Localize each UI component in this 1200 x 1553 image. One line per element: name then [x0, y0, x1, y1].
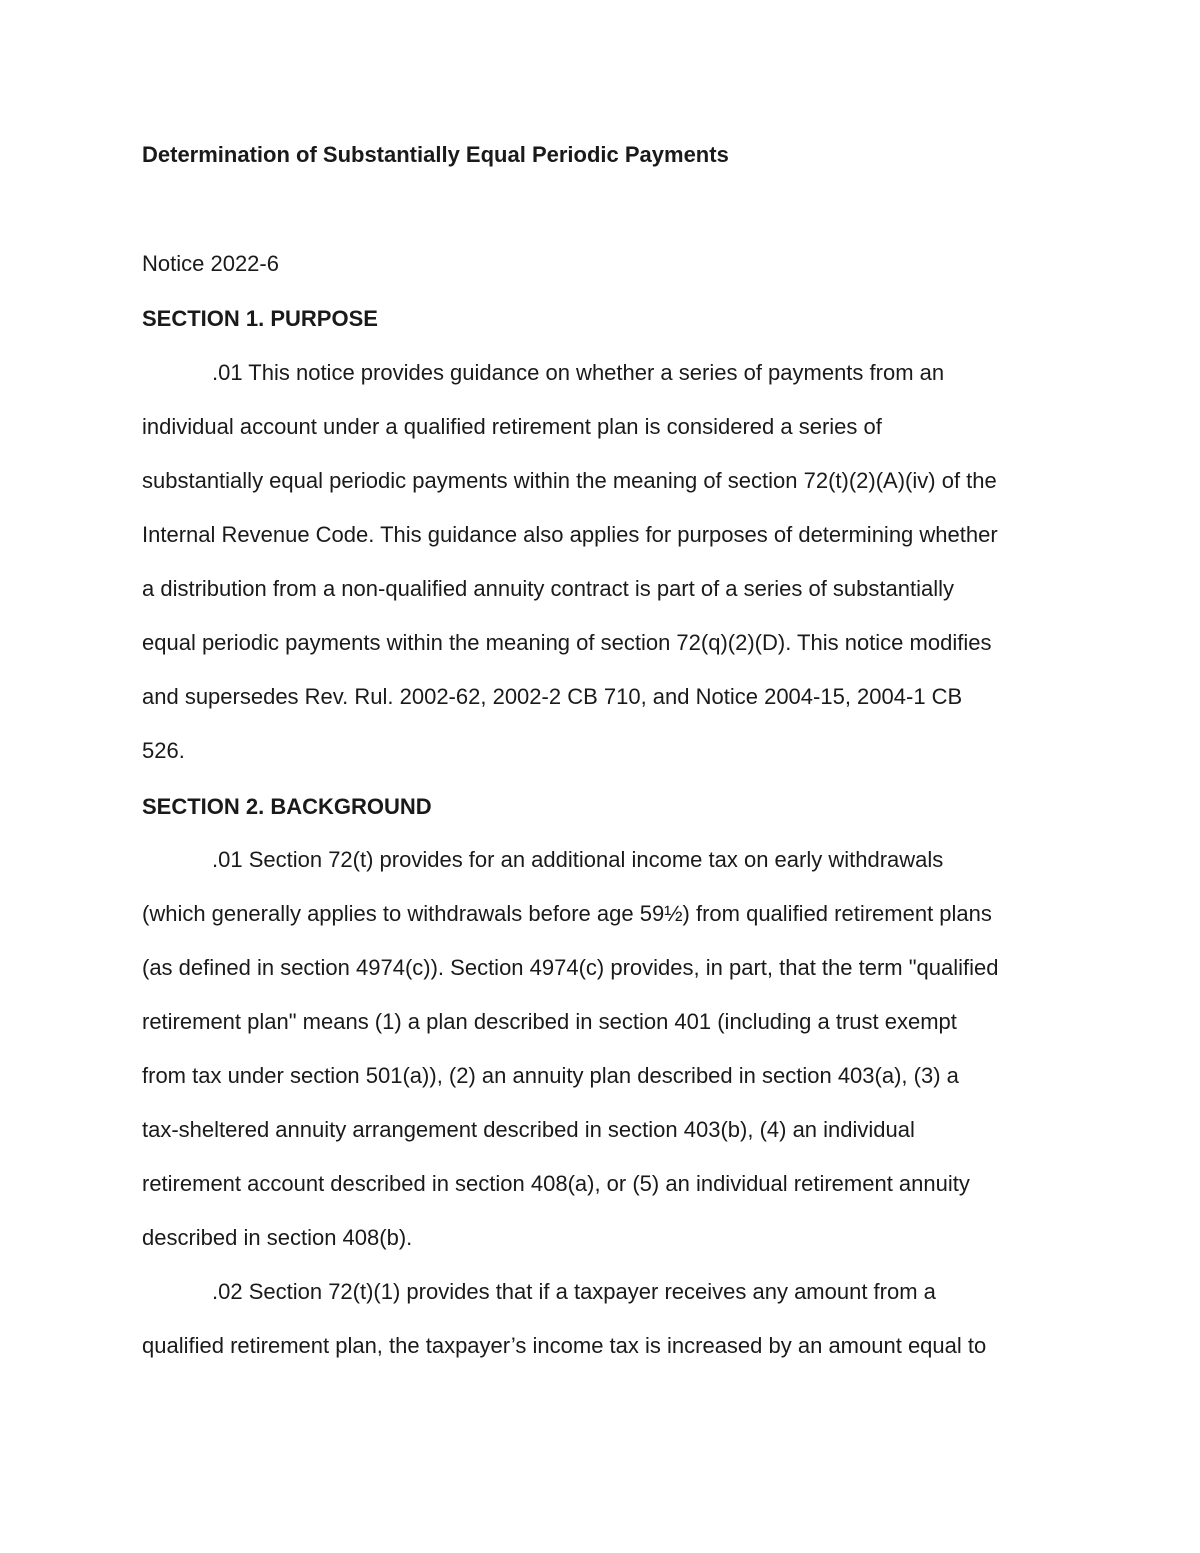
section-2-paragraph-01-line: tax-sheltered annuity arrangement described in section 403(b), (4) an individual — [142, 1117, 915, 1142]
section-1-paragraph-01-line: 526. — [142, 738, 185, 763]
section-2-paragraph-01-line: .01 Section 72(t) provides for an additional income tax on early withdrawals — [212, 847, 944, 872]
section-1-heading: SECTION 1. PURPOSE — [142, 306, 378, 331]
section-2-paragraph-01-line: (which generally applies to withdrawals before age 59½) from qualified retirement plans — [142, 901, 992, 926]
section-1-paragraph-01-line: .01 This notice provides guidance on whether a series of payments from an — [212, 360, 945, 385]
section-2-paragraph-02-line: qualified retirement plan, the taxpayer’s income tax is increased by an amount equal to — [142, 1333, 987, 1358]
section-2-paragraph-01-line: described in section 408(b). — [142, 1225, 413, 1250]
section-2-paragraph-01-line: (as defined in section 4974(c)). Section 4974(c) provides, in part, that the term "qualified — [142, 955, 999, 980]
notice-number: Notice 2022-6 — [142, 251, 279, 276]
document-title: Determination of Substantially Equal Periodic Payments — [142, 142, 729, 167]
section-2-paragraph-01-line: retirement account described in section 408(a), or (5) an individual retirement annuity — [142, 1171, 970, 1196]
section-1-paragraph-01-line: Internal Revenue Code. This guidance also applies for purposes of determining whether — [142, 522, 998, 547]
section-2-paragraph-01-line: from tax under section 501(a)), (2) an annuity plan described in section 403(a), (3) a — [142, 1063, 959, 1088]
section-1-paragraph-01-line: individual account under a qualified retirement plan is considered a series of — [142, 414, 882, 439]
section-2-paragraph-02-line: .02 Section 72(t)(1) provides that if a taxpayer receives any amount from a — [212, 1279, 936, 1304]
section-1-paragraph-01-line: and supersedes Rev. Rul. 2002-62, 2002-2 CB 710, and Notice 2004-15, 2004-1 CB — [142, 684, 963, 709]
section-1-paragraph-01-line: substantially equal periodic payments within the meaning of section 72(t)(2)(A)(iv) of the — [142, 468, 997, 493]
section-2-heading: SECTION 2. BACKGROUND — [142, 794, 432, 819]
section-2-paragraph-01-line: retirement plan" means (1) a plan described in section 401 (including a trust exempt — [142, 1009, 957, 1034]
section-1-paragraph-01-line: a distribution from a non-qualified annuity contract is part of a series of substantially — [142, 576, 954, 601]
section-1-paragraph-01-line: equal periodic payments within the meaning of section 72(q)(2)(D). This notice modifies — [142, 630, 992, 655]
